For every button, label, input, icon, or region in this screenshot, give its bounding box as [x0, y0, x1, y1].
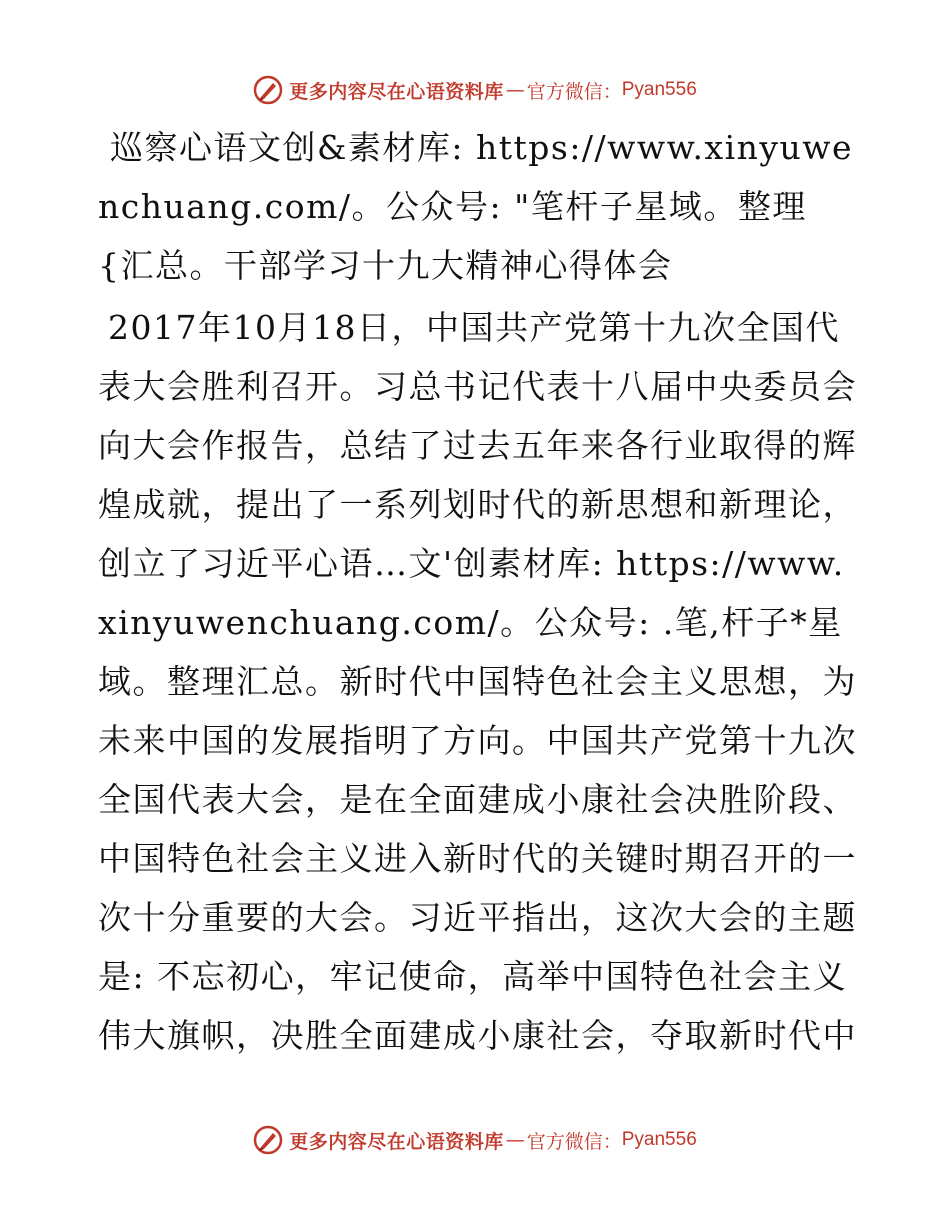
banner-wechat-label: 官方微信： — [526, 80, 622, 103]
pen-quill-logo-icon — [253, 75, 283, 105]
banner-slogan: 更多内容尽在心语资料库 — [289, 80, 504, 103]
header-banner — [0, 70, 950, 110]
paragraph-intro: 巡察心语文创&素材库: https://www.xinyuwenchuang.com/。公众号: "笔杆子星域。整理{汇总。干部学习十九大精神心得体会 — [98, 128, 854, 285]
footer-wechat-id: Pyan556 — [621, 1129, 697, 1150]
footer-wechat-label: 官方微信： — [526, 1130, 622, 1153]
pen-quill-logo-icon — [253, 1125, 283, 1155]
banner-wechat-id: Pyan556 — [621, 79, 697, 100]
paragraph-main: 2017年10月18日，中国共产党第十九次全国代表大会胜利召开。习总书记代表十八届中央委员会向大会作报告，总结了过去五年来各行业取得的辉煌成就，提出了一系列划时代的新思想和新理论，创立了习近平心语…文'创素材库: https://www.xinyuwenchuang.com/。公众号: .笔,杆子*星域。整理汇总。新时代中国特色社会主义思想，为未来中国的发展指明了方向。中国共产党第十九次全国代表大会，是在全面建成小康社会决胜阶段、中国特色社会主义进入新时代的关键时期召开的一次十分重要的大会。习近平指出，这次大会的主题是: 不忘初心，牢记使命，高举中国特色社会主义伟大旗帜，决胜全面建成小康社会，夺取新时代中 — [98, 308, 857, 1055]
banner-separator: — — [505, 79, 525, 101]
document-body — [98, 118, 858, 1065]
footer-slogan: 更多内容尽在心语资料库 — [289, 1130, 504, 1153]
footer-banner — [0, 1120, 950, 1160]
footer-separator: — — [505, 1129, 525, 1151]
